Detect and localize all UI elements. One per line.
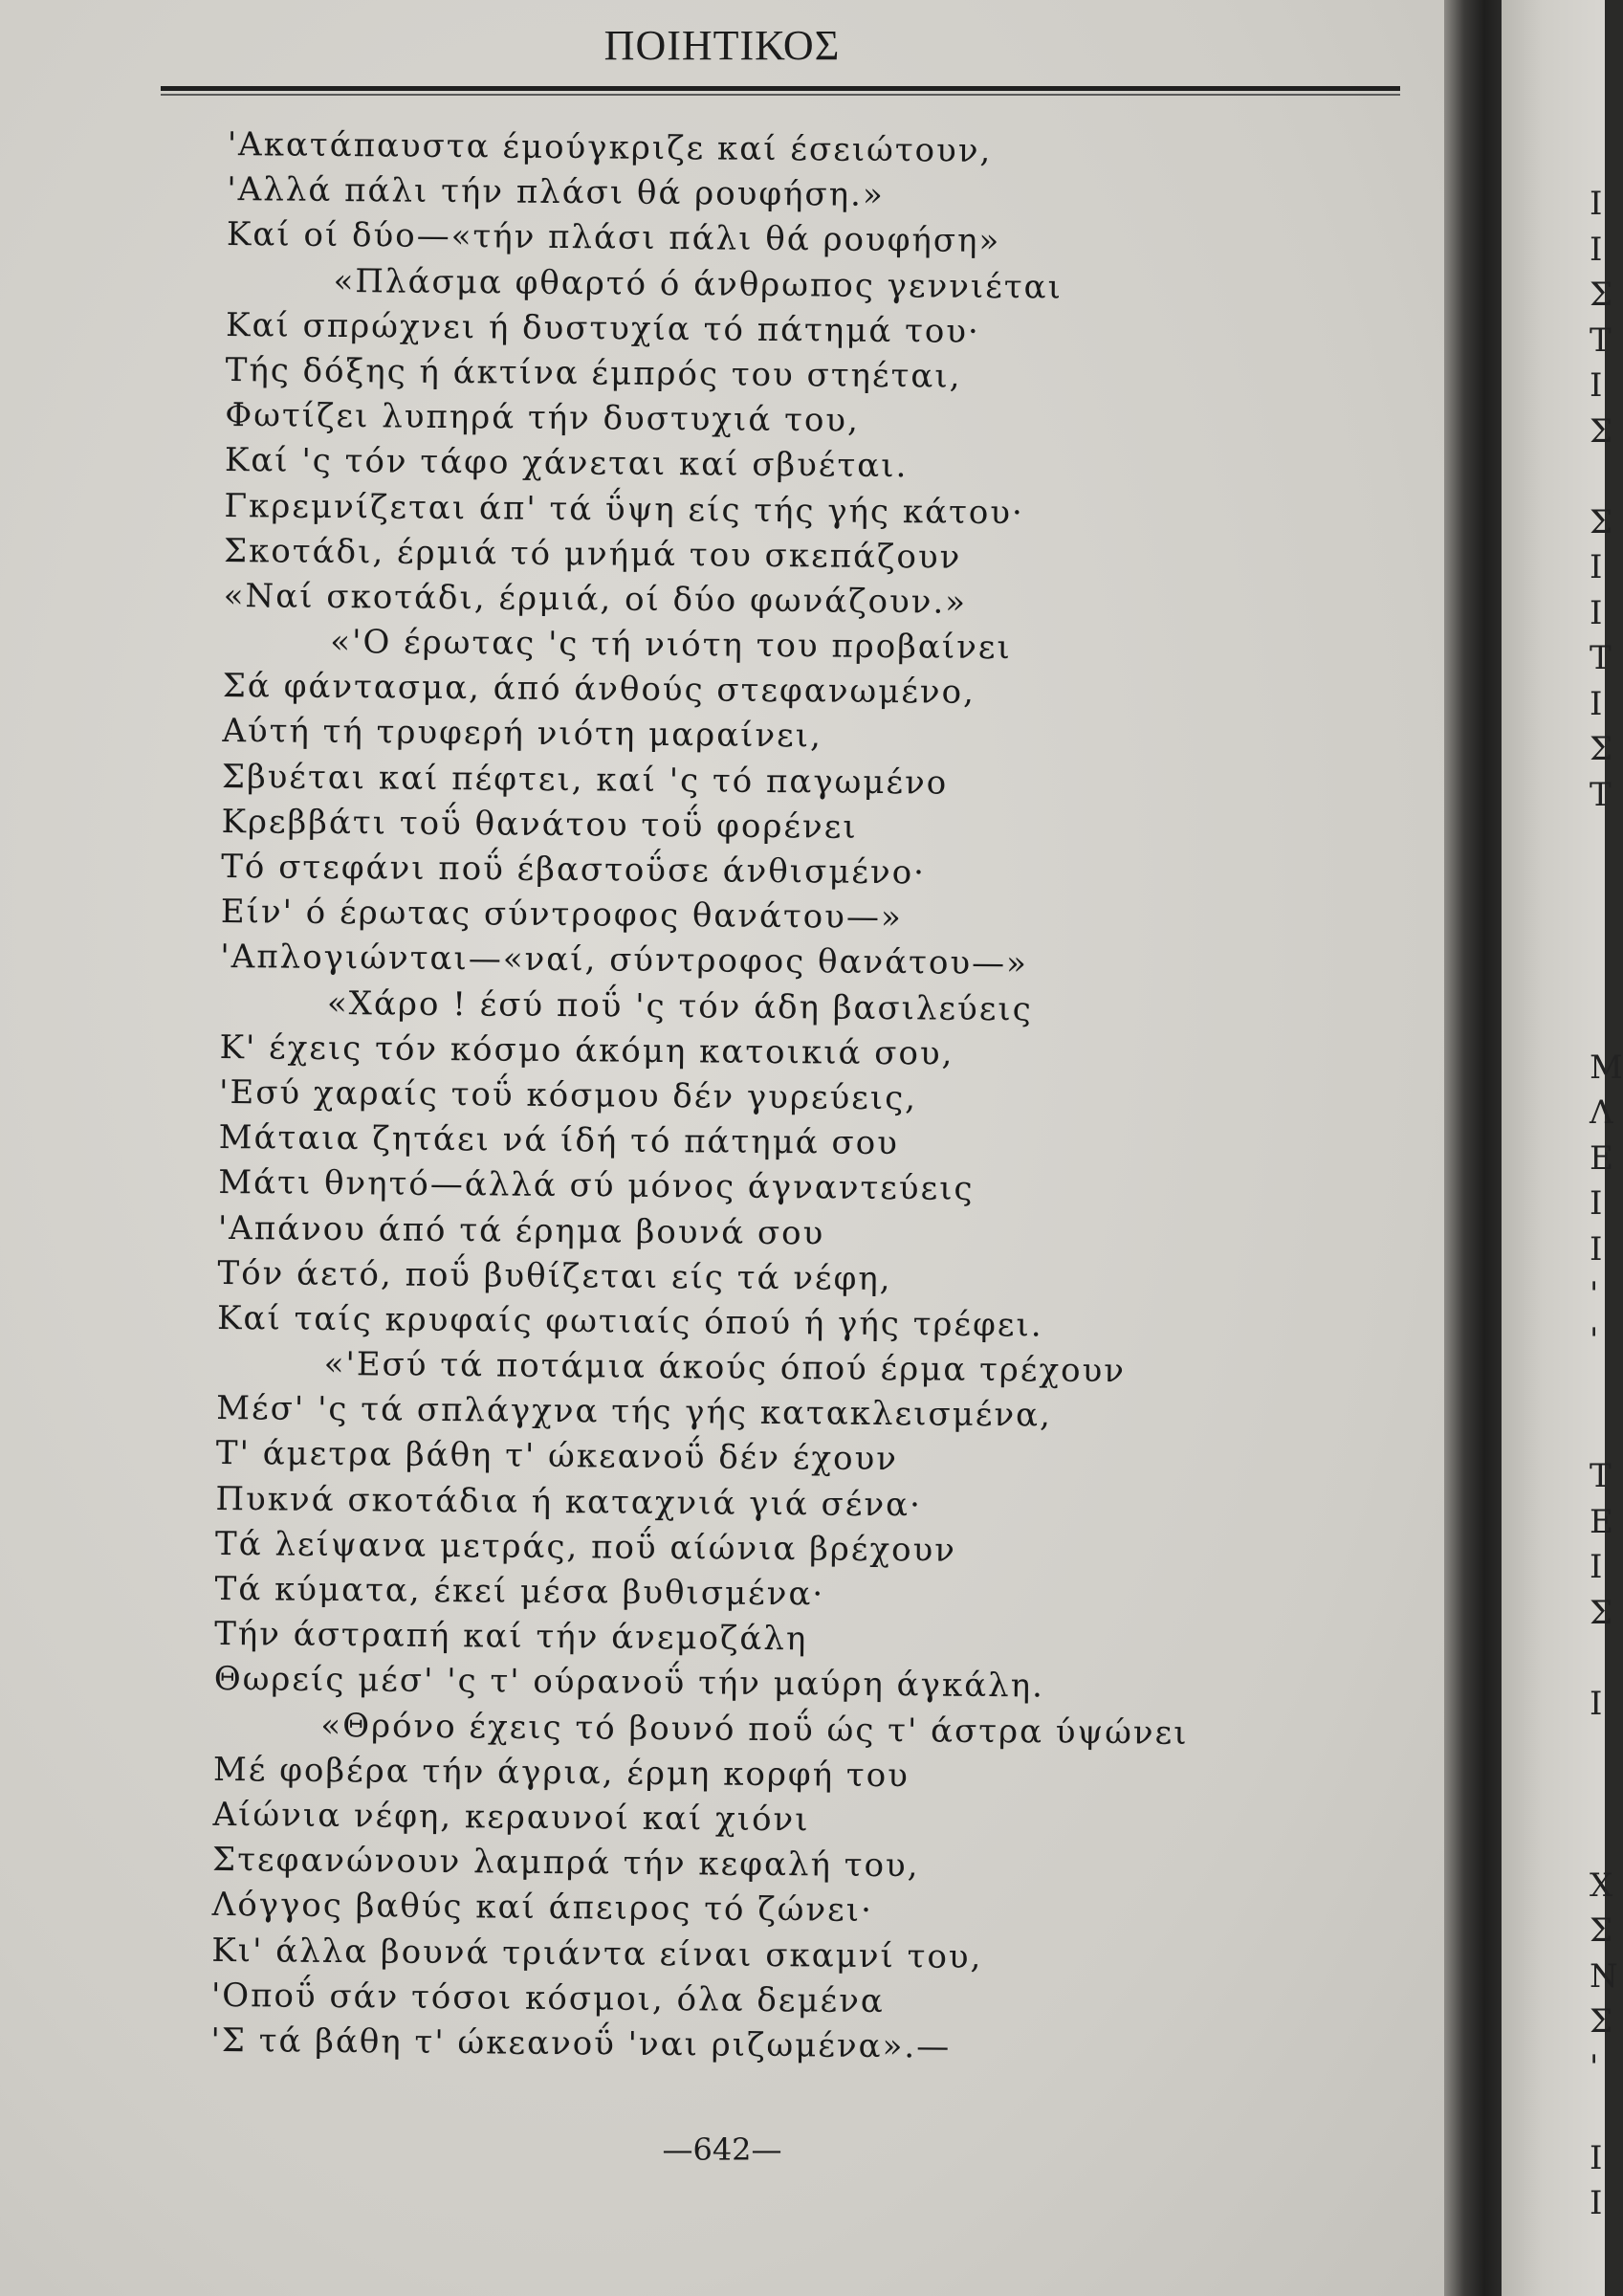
facing-page-letter: Ι xyxy=(1590,2184,1603,2222)
facing-page-letter xyxy=(1502,1773,1623,1819)
poem-line: Κρεββάτι τοΰ θανάτου τοΰ φορένει xyxy=(221,802,858,847)
poem-line: «Χάρο ! έσύ ποΰ 'ς τόν άδη βασιλεύεις xyxy=(326,983,1033,1028)
facing-page-letter: Σ xyxy=(1590,411,1613,451)
poem-line: Τόν άετό, ποΰ βυθίζεται είς τά νέφη, xyxy=(217,1253,892,1298)
poem-line: «Θρόνο έχεις τό βουνό ποΰ ώς τ' άστρα ύψώνει xyxy=(320,1706,1189,1753)
facing-page-letter: Λ xyxy=(1590,1093,1613,1132)
facing-page-letter: Σ xyxy=(1590,1911,1613,1950)
facing-page-letter: Ε xyxy=(1590,1502,1613,1541)
page-number: —642— xyxy=(662,2131,782,2168)
facing-page-letter: Τ xyxy=(1590,1457,1612,1495)
facing-page-letter: Μ xyxy=(1590,1048,1623,1087)
poem-line: Τήν άστραπή καί τήν άνεμοζάλη xyxy=(214,1615,808,1659)
facing-page-letter: ' xyxy=(1590,2047,1599,2086)
poem-line: 'Αλλά πάλι τήν πλάσι θά ρουφήση.» xyxy=(227,170,885,215)
facing-page-letter: Ι xyxy=(1590,593,1603,632)
poem-line: 'Απάνου άπό τά έρημα βουνά σου xyxy=(217,1208,825,1252)
facing-page-letter xyxy=(1502,1363,1623,1409)
poem-line: Λόγγος βαθύς καί άπειρος τό ζώνει· xyxy=(211,1886,874,1931)
facing-page-letter xyxy=(1502,454,1623,500)
poem-line: Στεφανώνουν λαμπρά τήν κεφαλή του, xyxy=(211,1841,920,1886)
poem-line: Πυκνά σκοτάδια ή καταχνιά γιά σένα· xyxy=(215,1479,923,1525)
facing-page-letter: Ι xyxy=(1590,366,1603,405)
facing-page-letter: Τ xyxy=(1590,775,1612,814)
facing-page-letter: Ι xyxy=(1590,1229,1603,1269)
facing-page-letter: Ι xyxy=(1590,230,1603,269)
poem-line: Μάταια ζητάει νά ίδή τό πάτημά σου xyxy=(218,1118,900,1163)
facing-page-letter: Τ xyxy=(1590,320,1612,360)
poem-line: Φωτίζει λυπηρά τήν δυστυχιά του, xyxy=(225,396,861,440)
facing-page-edge xyxy=(1502,0,1623,2296)
facing-page-letter xyxy=(1502,1818,1623,1864)
poem-line: 'Εσύ χαραίς τοΰ κόσμου δέν γυρεύεις, xyxy=(218,1072,918,1118)
poem-line: Καί ταίς κρυφαίς φωτιαίς όπού ή γής τρέφει. xyxy=(216,1298,1043,1345)
poem-line: Αύτή τή τρυφερή νιότη μαραίνει, xyxy=(222,712,823,756)
poem-line: Γκρεμνίζεται άπ' τά ΰψη είς τής γής κάτου· xyxy=(224,486,1025,532)
poem-line: Είν' ό έρωτας σύντροφος θανάτου—» xyxy=(220,893,903,938)
facing-page-letter xyxy=(1502,864,1623,910)
facing-page-letter: Ι xyxy=(1590,2138,1603,2177)
poem-line: 'Οποΰ σάν τόσοι κόσμοι, όλα δεμένα xyxy=(210,1976,885,2020)
poem-line: Μέσ' 'ς τά σπλάγχνα τής γής κατακλεισμένα, xyxy=(216,1389,1053,1435)
poem-line: «'Ο έρωτας 'ς τή νιότη του προβαίνει xyxy=(330,623,1012,668)
facing-page-letter xyxy=(1502,1727,1623,1773)
poem-line: 'Ακατάπαυστα έμούγκριζε καί έσειώτουν, xyxy=(227,124,993,170)
header-rule-thin xyxy=(161,94,1400,96)
facing-page-letter xyxy=(1502,2090,1623,2136)
facing-page-letter: Σ xyxy=(1590,502,1613,541)
poem-line: «'Εσύ τά ποτάμια άκούς όπού έρμα τρέχουν xyxy=(323,1344,1127,1391)
poem-line: Καί 'ς τόν τάφο χάνεται καί σβυέται. xyxy=(224,441,909,486)
poem-line: 'Απλογιώνται—«ναί, σύντροφος θανάτου—» xyxy=(220,938,1029,983)
poem-line: 'Σ τά βάθη τ' ώκεανοΰ 'ναι ριζωμένα».— xyxy=(210,2020,952,2066)
facing-page-letter: Χ xyxy=(1590,1866,1613,1905)
facing-page-letter: Τ xyxy=(1590,639,1612,677)
facing-page-letters xyxy=(1502,182,1623,2227)
facing-page-letter: ' xyxy=(1590,1275,1599,1314)
poem-line: Σά φάντασμα, άπό άνθούς στεφανωμένο, xyxy=(222,667,976,713)
poem-line: Αίώνια νέφη, κεραυνοί καί χιόνι xyxy=(212,1795,810,1840)
poem-line: Τά λείψανα μετράς, ποΰ αίώνια βρέχουν xyxy=(214,1524,957,1570)
facing-page-letter: Ε xyxy=(1590,1138,1613,1178)
facing-page-letter: Ι xyxy=(1590,548,1603,586)
facing-page-letter xyxy=(1502,1000,1623,1046)
facing-page-letter xyxy=(1502,955,1623,1001)
facing-page-letter: Ι xyxy=(1590,1548,1603,1586)
facing-page-letter xyxy=(1502,818,1623,864)
facing-page-letter: Ι xyxy=(1590,1184,1603,1223)
facing-page-letter: Ν xyxy=(1590,1956,1618,1996)
poem-line: Τ' άμετρα βάθη τ' ώκεανοΰ δέν έχουν xyxy=(215,1434,899,1479)
facing-page-letter: Ι xyxy=(1590,1684,1603,1723)
facing-page-letter xyxy=(1502,1409,1623,1455)
poem-line: Καί σπρώχνει ή δυστυχία τό πάτημά του· xyxy=(225,305,980,351)
running-header: ΠΟΙΗΤΙΚΟΣ xyxy=(603,22,841,69)
poem-line: Κι' άλλα βουνά τριάντα είναι σκαμνί του, xyxy=(211,1931,983,1976)
poem-line: Σβυέται καί πέφτει, καί 'ς τό παγωμένο xyxy=(221,757,949,803)
facing-page-letter xyxy=(1502,909,1623,955)
facing-page-letter: Σ xyxy=(1590,1593,1613,1632)
facing-page-letter: ' xyxy=(1590,1320,1599,1359)
poem-line: Θωρείς μέσ' 'ς τ' ούρανοΰ τήν μαύρη άγκάλη. xyxy=(213,1660,1045,1706)
poem-line: Κ' έχεις τόν κόσμο άκόμη κατοικιά σου, xyxy=(219,1027,954,1073)
facing-page-letter: Σ xyxy=(1590,2002,1613,2041)
header-rule xyxy=(161,86,1400,91)
facing-page-letter: Ι xyxy=(1590,684,1603,723)
poem-line: Τό στεφάνι ποΰ έβαστοΰσε άνθισμένο· xyxy=(221,847,927,893)
poem-text xyxy=(210,122,1423,2074)
poem-line: «Πλάσμα φθαρτό ό άνθρωπος γεννιέται xyxy=(333,261,1064,307)
poem-line: Καί οί δύο—«τήν πλάσι πάλι θά ρουφήση» xyxy=(226,215,1001,261)
facing-page-letter: Σ xyxy=(1590,730,1613,768)
poem-line: Μέ φοβέρα τήν άγρια, έρμη κορφή του xyxy=(212,1750,910,1796)
poem-line: «Ναί σκοτάδι, έρμιά, οί δύο φωνάζουν.» xyxy=(223,576,968,622)
poem-line: Μάτι θνητό—άλλά σύ μόνος άγναντεύεις xyxy=(218,1163,975,1209)
poem-line: Σκοτάδι, έρμιά τό μνήμά του σκεπάζουν xyxy=(223,531,962,577)
poem-line: Τής δόξης ή άκτίνα έμπρός του στηέται, xyxy=(225,350,962,396)
facing-page-letter: Σ xyxy=(1590,276,1613,314)
book-gutter xyxy=(1444,0,1502,2296)
facing-page-letter: Ι xyxy=(1590,185,1603,223)
poem-line: Τά κύματα, έκεί μέσα βυθισμένα· xyxy=(214,1569,825,1614)
facing-page-letter xyxy=(1502,1636,1623,1682)
